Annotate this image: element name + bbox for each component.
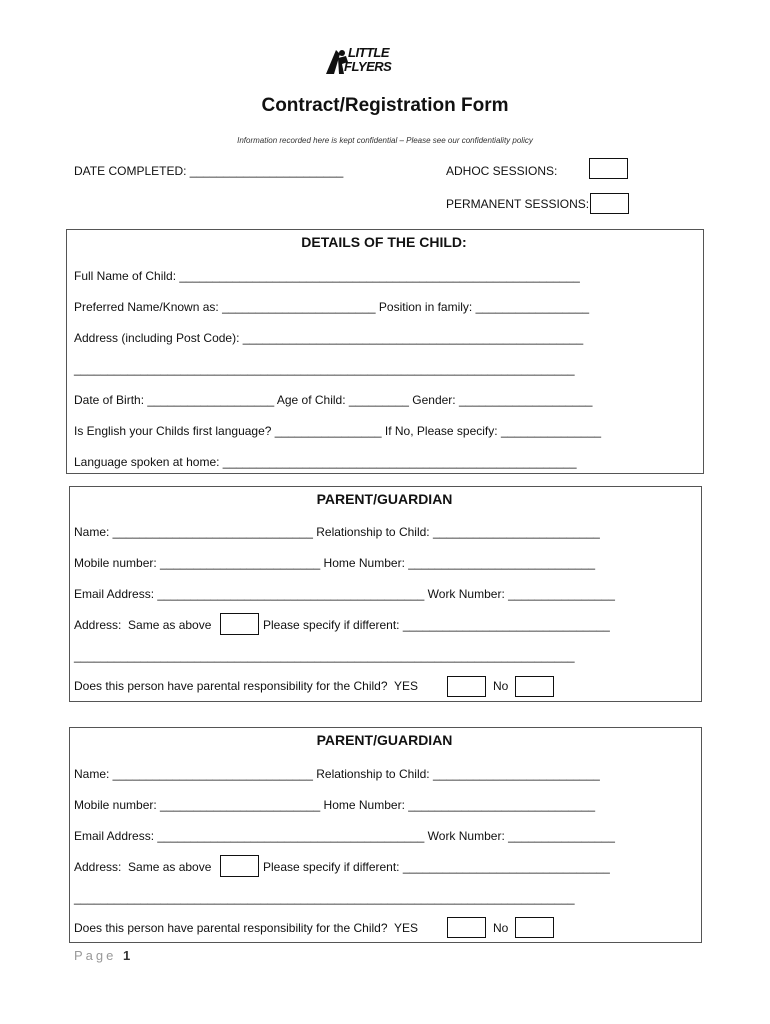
adhoc-sessions-label: ADHOC SESSIONS: (446, 164, 558, 178)
parent1-mobile-field[interactable]: Mobile number: ________________________ Home Number: ____________________________ (74, 556, 596, 570)
confidentiality-note: Information recorded here is kept confidential – Please see our confidentiality policy (237, 136, 533, 145)
parent1-same-address-checkbox[interactable] (220, 613, 259, 635)
page-title: Contract/Registration Form (261, 95, 509, 116)
parent1-address-same-label: Address: Same as above (74, 618, 212, 632)
child-address-field[interactable]: Address (including Post Code): ___________________________________________________ (74, 331, 584, 345)
child-details-heading: DETAILS OF THE CHILD: (301, 234, 467, 250)
parent1-yes-checkbox[interactable] (447, 676, 486, 697)
parent2-responsibility-label: Does this person have parental responsibility for the Child? YES (74, 921, 418, 935)
parent2-address-line2[interactable]: ___________________________________________________________________________ (74, 891, 575, 905)
parent1-no-label: No (493, 679, 509, 693)
parent1-name-field[interactable]: Name: ______________________________ Relationship to Child: _________________________ (74, 525, 600, 539)
parent2-name-field[interactable]: Name: ______________________________ Relationship to Child: _________________________ (74, 767, 600, 781)
page-label: Page (74, 948, 117, 963)
permanent-sessions-checkbox[interactable] (590, 193, 629, 214)
parent2-same-address-checkbox[interactable] (220, 855, 259, 877)
parent2-address-specify-field[interactable]: Please specify if different: _______________________________ (263, 860, 610, 874)
adhoc-sessions-checkbox[interactable] (589, 158, 628, 179)
parent2-mobile-field[interactable]: Mobile number: ________________________ Home Number: ____________________________ (74, 798, 596, 812)
page-number: 1 (123, 948, 134, 963)
parent2-yes-checkbox[interactable] (447, 917, 486, 938)
child-address-line2[interactable]: ___________________________________________________________________________ (74, 362, 575, 376)
parent2-no-checkbox[interactable] (515, 917, 554, 938)
parent2-email-field[interactable]: Email Address: ________________________________________ Work Number: ________________ (74, 829, 615, 843)
logo-text-line1: LITTLE (348, 45, 390, 60)
parent1-address-line2[interactable]: ___________________________________________________________________________ (74, 649, 575, 663)
logo-text-line2: FLYERS (344, 59, 392, 74)
parent-guardian-heading-2: PARENT/GUARDIAN (316, 732, 453, 748)
home-language-field[interactable]: Language spoken at home: _____________________________________________________ (74, 455, 577, 469)
parent1-responsibility-label: Does this person have parental responsibility for the Child? YES (74, 679, 418, 693)
parent1-email-field[interactable]: Email Address: ________________________________________ Work Number: ________________ (74, 587, 615, 601)
full-name-field[interactable]: Full Name of Child: ____________________________________________________________ (74, 269, 580, 283)
date-completed-field[interactable]: DATE COMPLETED: _______________________ (74, 164, 344, 178)
parent2-no-label: No (493, 921, 509, 935)
parent2-address-same-label: Address: Same as above (74, 860, 212, 874)
parent1-no-checkbox[interactable] (515, 676, 554, 697)
english-first-language-field[interactable]: Is English your Childs first language? ________________ If No, Please specify: _______________ (74, 424, 602, 438)
preferred-name-field[interactable]: Preferred Name/Known as: _______________________ Position in family: _________________ (74, 300, 590, 314)
date-of-birth-field[interactable]: Date of Birth: ___________________ Age of Child: _________ Gender: ____________________ (74, 393, 593, 407)
permanent-sessions-label: PERMANENT SESSIONS: (446, 197, 590, 211)
page-footer (74, 948, 133, 963)
parent1-address-specify-field[interactable]: Please specify if different: _______________________________ (263, 618, 610, 632)
little-flyers-logo (322, 44, 412, 78)
parent-guardian-heading-1: PARENT/GUARDIAN (316, 491, 453, 507)
